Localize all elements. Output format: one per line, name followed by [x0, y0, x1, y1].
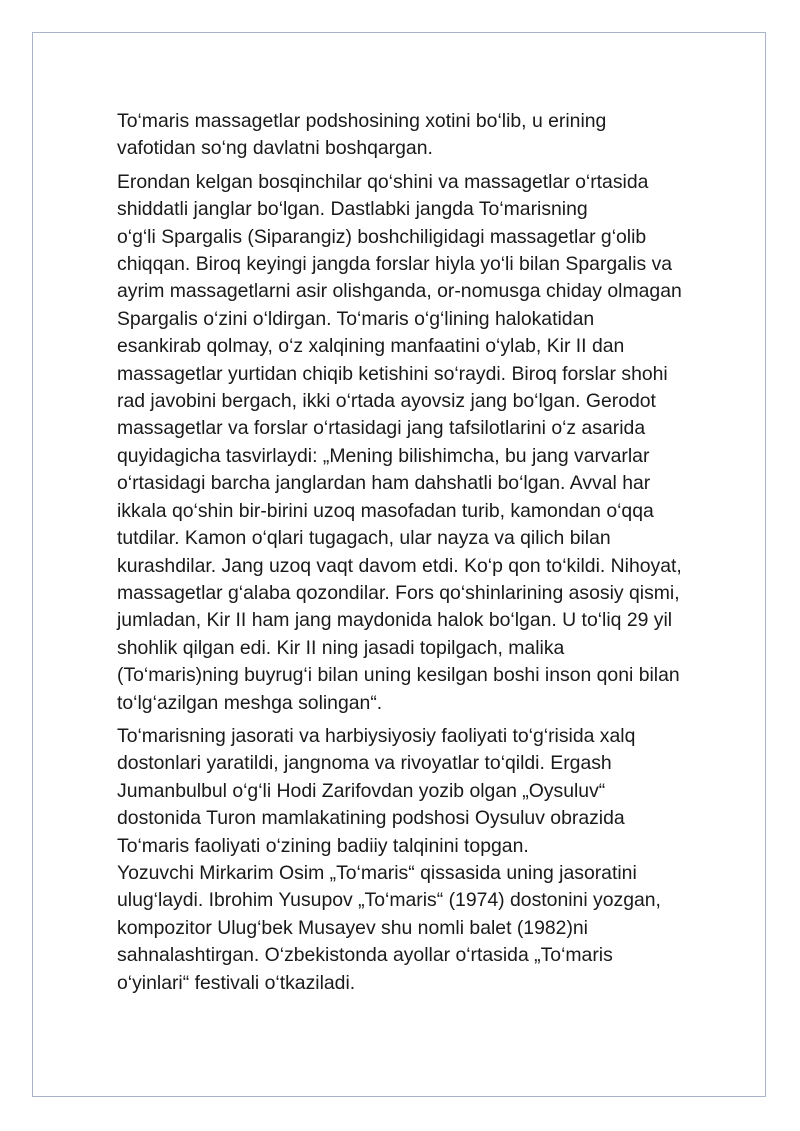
- text-line: esankirab qolmay, o‘z xalqining manfaatini o‘ylab, Kir II dan: [117, 335, 625, 358]
- text-line: ulug‘laydi. Ibrohim Yusupov „To‘maris“ (1974) dostonini yozgan,: [117, 889, 661, 912]
- text-line: shiddatli janglar bo‘lgan. Dastlabki jangda To‘marisning: [117, 198, 588, 221]
- text-line: Erondan kelgan bosqinchilar qo‘shini va massagetlar o‘rtasida: [117, 170, 649, 193]
- text-line: o‘yinlari“ festivali o‘tkaziladi.: [117, 971, 356, 994]
- text-line: massagetlar g‘alaba qozondilar. Fors qo‘shinlarining asosiy qismi,: [117, 581, 680, 604]
- text-line: ikkala qo‘shin bir-birini uzoq masofadan turib, kamondan o‘qqa: [117, 499, 654, 522]
- text-line: massagetlar yurtidan chiqib ketishini so‘raydi. Biroq forslar shohi: [117, 362, 668, 385]
- text-line: (To‘maris)ning buyrug‘i bilan uning kesilgan boshi inson qoni bilan: [117, 664, 680, 687]
- document-page: [32, 32, 766, 1097]
- text-line: dostonida Turon mamlakatining podshosi Oysuluv obrazida: [117, 807, 625, 830]
- paragraph-3: [117, 723, 767, 997]
- text-line: jumladan, Kir II ham jang maydonida halok bo‘lgan. U to‘liq 29 yil: [117, 609, 673, 632]
- text-line: sahnalashtirgan. O‘zbekistonda ayollar o‘rtasida „To‘maris: [117, 944, 613, 967]
- text-line: shohlik qilgan edi. Kir II ning jasadi topilgach, malika: [117, 636, 565, 659]
- text-line: massagetlar va forslar o‘rtasidagi jang tafsilotlarini o‘z asarida: [117, 417, 646, 440]
- text-line: To‘maris massagetlar podshosining xotini bo‘lib, u erining: [117, 110, 607, 132]
- text-line: chiqqan. Biroq keyingi jangda forslar hiyla yo‘li bilan Spargalis va: [117, 253, 673, 276]
- text-line: quyidagicha tasvirlaydi: „Mening bilishimcha, bu jang varvarlar: [117, 444, 650, 467]
- text-line: Yozuvchi Mirkarim Osim „To‘maris“ qissasida uning jasoratini: [117, 861, 637, 884]
- paragraph-1: [117, 108, 767, 163]
- text-line: To‘maris faoliyati o‘zining badiiy talqinini topgan.: [117, 834, 529, 857]
- text-line: rad javobini bergach, ikki o‘rtada ayovsiz jang bo‘lgan. Gerodot: [117, 390, 656, 413]
- text-line: To‘marisning jasorati va harbiysiyosiy faoliyati to‘g‘risida xalq: [117, 724, 636, 747]
- text-line: Spargalis o‘zini o‘ldirgan. To‘maris o‘g‘lining halokatidan: [117, 307, 595, 330]
- text-line: dostonlari yaratildi, jangnoma va rivoyatlar to‘qildi. Ergash: [117, 752, 612, 775]
- text-line: kurashdilar. Jang uzoq vaqt davom etdi. Ko‘p qon to‘kildi. Nihoyat,: [117, 554, 682, 577]
- text-line: ayrim massagetlarni asir olishganda, or-nomusga chiday olmagan: [117, 280, 682, 303]
- text-line: kompozitor Ulug‘bek Musayev shu nomli balet (1982)ni: [117, 916, 588, 939]
- text-line: to‘lg‘azilgan meshga solingan“.: [117, 691, 383, 714]
- text-line: Jumanbulbul o‘g‘li Hodi Zarifovdan yozib olgan „Oysuluv“: [117, 779, 606, 802]
- paragraph-2: [117, 169, 767, 717]
- text-line: o‘g‘li Spargalis (Siparangiz) boshchiligidagi massagetlar g‘olib: [117, 225, 647, 248]
- text-line: o‘rtasidagi barcha janglardan ham dahshatli bo‘lgan. Avval har: [117, 472, 651, 495]
- text-line: vafotidan so‘ng davlatni boshqargan.: [117, 137, 433, 160]
- document-body: [117, 108, 767, 1003]
- text-line: tutdilar. Kamon o‘qlari tugagach, ular nayza va qilich bilan: [117, 527, 611, 550]
